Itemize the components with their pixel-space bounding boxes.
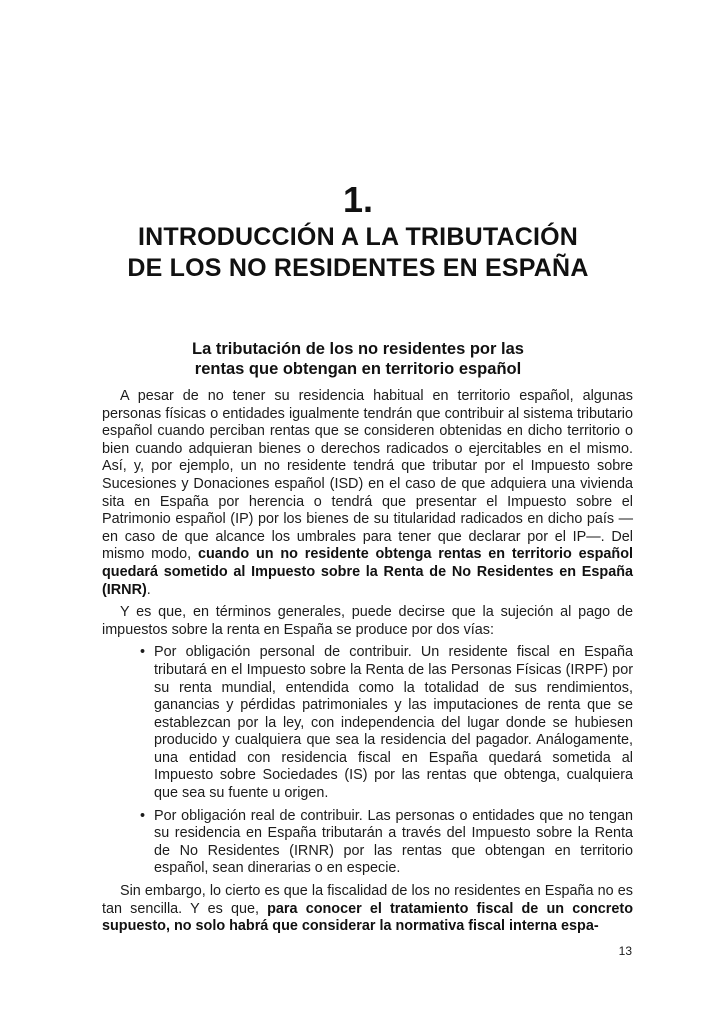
section-title-line-1: La tributación de los no residentes por las [192,340,524,358]
paragraph-1-end: . [146,581,151,598]
paragraph-1-text: A pesar de no tener su residencia habitual en territorio español, algunas personas físicas o entidades igualmente tendrán que contribuir al sistema tributario español cuando perciban rentas que se consideren obtenidas en dicho territorio o bien cuando adquieran bienes o derechos radicados o ejercitables en el mismo. Así, y, por ejemplo, un no residente tendrá que tributar por el Impuesto sobre Sucesiones y Donaciones español (ISD) en el caso de que adquiera una vivienda sita en España por herencia o tendrá que presentar el Impuesto sobre el Patrimonio español (IP) por los bienes de su titularidad radicados en dicho país —en caso de que alcance los umbrales para tener que declarar por el IP—. Del mismo modo, [102,388,633,563]
chapter-title-line-2: DE LOS NO RESIDENTES EN ESPAÑA [127,254,589,282]
list-item [102,808,633,878]
paragraph-3-text: Sin embargo, lo cierto es que la fiscalidad de los no residentes en España no es tan sencilla. Y es que, [102,883,633,917]
paragraph-1-bold: cuando un no residente obtenga rentas en territorio español quedará sometido al Impuesto sobre la Renta de No Residentes en España (IRNR) [102,546,634,598]
chapter-title-line-1: INTRODUCCIÓN A LA TRIBUTACIÓN [137,223,579,251]
bullet-marker: • [140,644,146,661]
section-title [140,339,576,379]
paragraph-3 [102,883,633,936]
bullet-list [102,644,633,878]
section-title-line-2: rentas que obtengan en territorio español [194,360,522,378]
paragraph-2: Y es que, en términos generales, puede decirse que la sujeción al pago de impuestos sobre la renta en España se produce por dos vías: [102,604,633,638]
chapter-title [80,222,636,284]
bullet-1-text: Por obligación personal de contribuir. Un residente fiscal en España tributará en el Impuesto sobre la Renta de las Personas Físicas (IRPF) por su renta mundial, entendida como la totalidad de sus rendimientos, ganancias y pérdidas patrimoniales y las imputaciones de renta que se establezcan por la ley, con independencia del lugar donde se hubiesen producido y cualquiera que sea la residencia del pagador. Análogamente, una entidad con residencia fiscal en España quedará sometida al Impuesto sobre Sociedades (IS) por las rentas que obtenga, cualquiera que sea su fuente u origen. [154,644,633,802]
bullet-marker: • [140,807,146,824]
body-text [102,388,633,941]
chapter-number: 1. [342,179,374,220]
paragraph-1 [102,388,633,599]
bullet-2-text: Por obligación real de contribuir. Las personas o entidades que no tengan su residencia en España tributarán a través del Impuesto sobre la Renta de No Residentes (IRNR) por las rentas que obtengan en territorio español, sean dinerarias o en especie. [154,807,633,877]
paragraph-3-bold: para conocer el tratamiento fiscal de un concreto supuesto, no solo habrá que considerar la normativa fiscal interna espa- [102,900,633,935]
page-number: 13 [618,944,632,958]
list-item [102,644,633,802]
